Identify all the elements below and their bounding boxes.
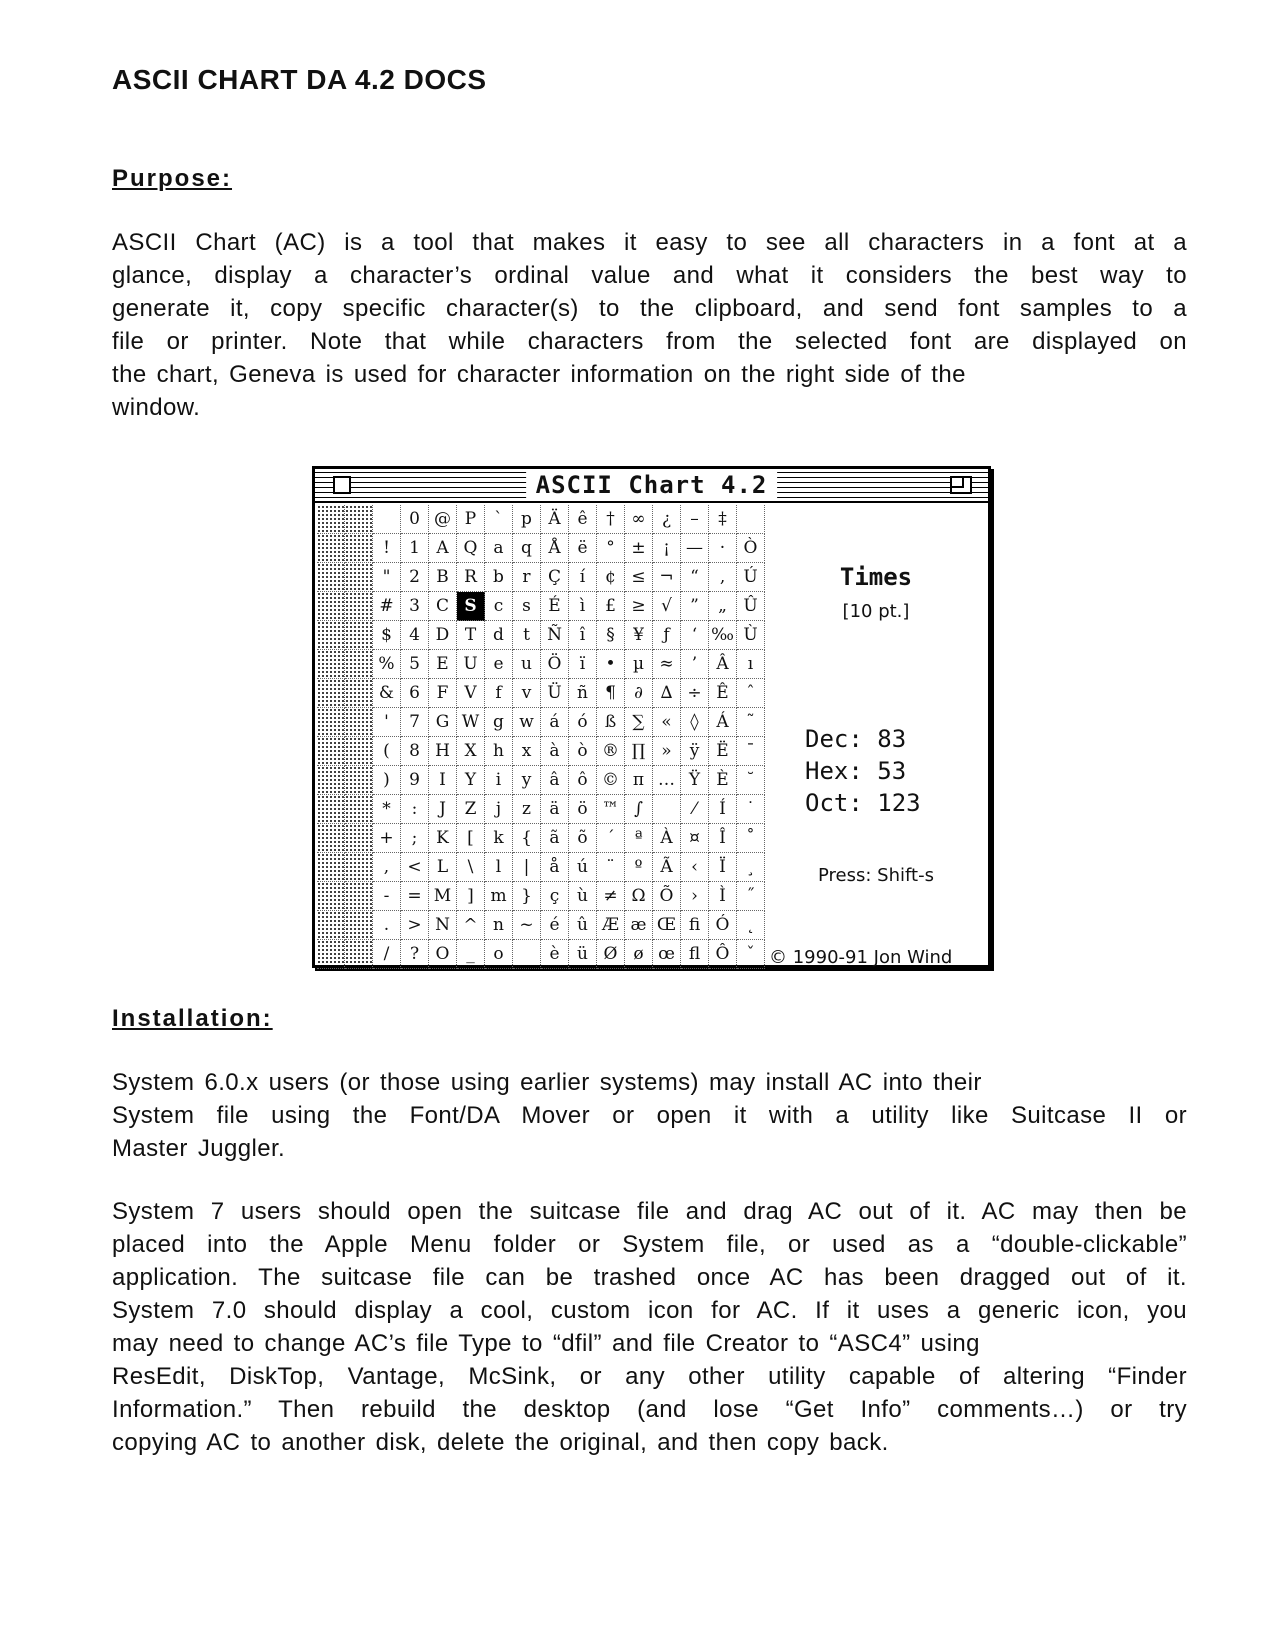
char-cell[interactable]: ± [625, 534, 653, 563]
char-cell[interactable]: Ò [737, 534, 765, 563]
char-cell[interactable] [317, 824, 345, 853]
char-cell[interactable] [345, 853, 373, 882]
char-cell[interactable] [345, 940, 373, 969]
char-cell[interactable]: I [429, 766, 457, 795]
char-cell[interactable] [345, 882, 373, 911]
char-cell[interactable] [345, 563, 373, 592]
char-cell[interactable]: 9 [401, 766, 429, 795]
octal-value: Oct: 123 [805, 789, 921, 817]
char-cell[interactable]: ¥ [625, 621, 653, 650]
char-cell[interactable]: # [373, 592, 401, 621]
install-line: application. The suitcase file can be trashed once AC has been dragged out of it. [112, 1264, 1187, 1291]
char-cell[interactable]: ® [597, 737, 625, 766]
install-line: may need to change AC’s file Type to “dfil” and file Creator to “ASC4” using [112, 1330, 980, 1357]
char-cell[interactable]: a [485, 534, 513, 563]
hex-value: Hex: 53 [805, 757, 907, 785]
char-cell[interactable]: : [401, 795, 429, 824]
char-cell[interactable]: ç [541, 882, 569, 911]
char-cell[interactable]: y [513, 766, 541, 795]
char-cell[interactable]: 2 [401, 563, 429, 592]
char-cell[interactable]: â [541, 766, 569, 795]
char-cell[interactable]: ∞ [625, 505, 653, 534]
char-cell[interactable]: î [569, 621, 597, 650]
char-cell[interactable]: ” [681, 592, 709, 621]
char-cell[interactable]: ú [569, 853, 597, 882]
char-cell[interactable]: û [569, 911, 597, 940]
char-cell[interactable] [317, 940, 345, 969]
char-cell[interactable]: V [457, 679, 485, 708]
char-cell[interactable]: ï [569, 650, 597, 679]
char-cell[interactable]: Í [709, 795, 737, 824]
char-cell[interactable]: n [485, 911, 513, 940]
char-cell[interactable]: T [457, 621, 485, 650]
char-cell[interactable]: ù [569, 882, 597, 911]
char-cell[interactable]: ] [457, 882, 485, 911]
char-cell[interactable]: ∏ [625, 737, 653, 766]
char-cell[interactable]: - [373, 882, 401, 911]
char-cell[interactable]: w [513, 708, 541, 737]
char-cell[interactable]: ﬁ [681, 911, 709, 940]
char-cell[interactable]: ı [737, 650, 765, 679]
char-cell[interactable]: W [457, 708, 485, 737]
char-cell[interactable]: ◊ [681, 708, 709, 737]
installation-paragraph-2 [112, 1195, 1187, 1459]
char-cell[interactable]: 8 [401, 737, 429, 766]
char-cell[interactable]: ﬂ [681, 940, 709, 969]
char-cell[interactable]: œ [653, 940, 681, 969]
char-cell[interactable]: ‰ [709, 621, 737, 650]
char-cell[interactable]: „ [709, 592, 737, 621]
character-info-panel [765, 505, 987, 968]
char-cell[interactable]: S [457, 592, 485, 621]
char-cell[interactable]: … [653, 766, 681, 795]
char-cell[interactable]: ø [625, 940, 653, 969]
char-cell[interactable]: † [597, 505, 625, 534]
char-cell[interactable]: P [457, 505, 485, 534]
char-cell[interactable]: µ [625, 650, 653, 679]
char-cell[interactable]: x [513, 737, 541, 766]
char-cell[interactable] [345, 534, 373, 563]
purpose-line: the chart, Geneva is used for character information on the right side of the [112, 361, 966, 388]
char-cell[interactable] [317, 621, 345, 650]
char-cell[interactable] [317, 766, 345, 795]
decimal-value: Dec: 83 [805, 725, 907, 753]
install-line: Information.” Then rebuild the desktop (and lose “Get Info” comments…) or try [112, 1396, 1187, 1423]
char-cell[interactable]: ¸ [737, 853, 765, 882]
char-cell[interactable]: ™ [597, 795, 625, 824]
char-cell[interactable]: © [597, 766, 625, 795]
char-cell[interactable]: ë [569, 534, 597, 563]
char-cell[interactable]: § [597, 621, 625, 650]
char-cell[interactable]: Ó [709, 911, 737, 940]
char-cell[interactable]: Q [457, 534, 485, 563]
char-cell[interactable]: \ [457, 853, 485, 882]
char-cell[interactable]: ∫ [625, 795, 653, 824]
char-cell[interactable]: ƒ [653, 621, 681, 650]
char-cell[interactable]: º [625, 853, 653, 882]
char-cell[interactable]: Ì [709, 882, 737, 911]
char-cell[interactable]: ; [401, 824, 429, 853]
char-cell[interactable]: ˜ [737, 708, 765, 737]
char-cell[interactable]: ¨ [597, 853, 625, 882]
char-cell[interactable]: ∑ [625, 708, 653, 737]
char-cell[interactable]: ˇ [737, 940, 765, 969]
char-cell[interactable]: ¢ [597, 563, 625, 592]
char-cell[interactable]: E [429, 650, 457, 679]
char-cell[interactable]: A [429, 534, 457, 563]
char-cell[interactable]: . [373, 911, 401, 940]
char-cell[interactable]: N [429, 911, 457, 940]
char-cell[interactable]: j [485, 795, 513, 824]
char-cell[interactable]: ö [569, 795, 597, 824]
char-cell[interactable]: ¡ [653, 534, 681, 563]
char-cell[interactable]: Ã [653, 853, 681, 882]
char-cell[interactable]: b [485, 563, 513, 592]
char-cell[interactable]: * [373, 795, 401, 824]
char-cell[interactable]: Ï [709, 853, 737, 882]
char-cell[interactable]: Ø [597, 940, 625, 969]
char-cell[interactable]: ∆ [653, 679, 681, 708]
char-cell[interactable]: ∂ [625, 679, 653, 708]
char-cell[interactable]: $ [373, 621, 401, 650]
font-size: [10 pt.] [842, 601, 910, 622]
char-cell[interactable]: l [485, 853, 513, 882]
installation-paragraph-1 [112, 1066, 1187, 1165]
char-cell[interactable]: › [681, 882, 709, 911]
char-cell[interactable]: ñ [569, 679, 597, 708]
char-cell[interactable]: ^ [457, 911, 485, 940]
char-cell[interactable]: Ç [541, 563, 569, 592]
char-cell[interactable]: ˙ [737, 795, 765, 824]
char-cell[interactable]: i [485, 766, 513, 795]
char-cell[interactable]: C [429, 592, 457, 621]
char-cell[interactable]: J [429, 795, 457, 824]
char-cell[interactable]: " [373, 563, 401, 592]
char-cell[interactable]: { [513, 824, 541, 853]
char-cell[interactable]: • [597, 650, 625, 679]
char-cell[interactable]: Ú [737, 563, 765, 592]
install-line: Master Juggler. [112, 1135, 286, 1162]
char-cell[interactable]: 5 [401, 650, 429, 679]
char-cell[interactable]: õ [569, 824, 597, 853]
char-cell[interactable]: æ [625, 911, 653, 940]
char-cell[interactable]: ÿ [681, 737, 709, 766]
char-cell[interactable]: ¤ [681, 824, 709, 853]
char-cell[interactable]: Æ [597, 911, 625, 940]
char-cell[interactable]: “ [681, 563, 709, 592]
char-cell[interactable]: K [429, 824, 457, 853]
char-cell[interactable]: Î [709, 824, 737, 853]
char-cell[interactable]: ≤ [625, 563, 653, 592]
char-cell[interactable]: f [485, 679, 513, 708]
char-cell[interactable] [345, 621, 373, 650]
char-cell[interactable]: Ô [709, 940, 737, 969]
char-cell[interactable]: ó [569, 708, 597, 737]
char-cell[interactable]: ì [569, 592, 597, 621]
char-cell[interactable]: ~ [513, 911, 541, 940]
char-cell[interactable]: U [457, 650, 485, 679]
char-cell[interactable]: k [485, 824, 513, 853]
char-cell[interactable]: – [681, 505, 709, 534]
install-line: System 7 users should open the suitcase file and drag AC out of it. AC may then be [112, 1198, 1187, 1225]
char-cell[interactable] [345, 708, 373, 737]
char-cell[interactable]: ≥ [625, 592, 653, 621]
installation-heading: Installation: [112, 1005, 273, 1032]
char-cell[interactable] [317, 708, 345, 737]
char-cell[interactable] [737, 505, 765, 534]
char-cell[interactable] [345, 679, 373, 708]
install-line: System file using the Font/DA Mover or open it with a utility like Suitcase II or [112, 1102, 1187, 1129]
char-cell[interactable]: [ [457, 824, 485, 853]
char-cell[interactable]: ’ [681, 650, 709, 679]
char-cell[interactable]: , [373, 853, 401, 882]
char-cell[interactable]: _ [457, 940, 485, 969]
char-cell[interactable]: à [541, 737, 569, 766]
char-cell[interactable]: % [373, 650, 401, 679]
char-cell[interactable]: ã [541, 824, 569, 853]
char-cell[interactable]: » [653, 737, 681, 766]
char-cell[interactable]: £ [597, 592, 625, 621]
char-cell[interactable]: ¯ [737, 737, 765, 766]
char-cell[interactable]: ‘ [681, 621, 709, 650]
char-cell[interactable]: e [485, 650, 513, 679]
char-cell[interactable]: ! [373, 534, 401, 563]
char-cell[interactable]: ≈ [653, 650, 681, 679]
window-titlebar[interactable] [315, 469, 988, 503]
char-cell[interactable]: & [373, 679, 401, 708]
char-cell[interactable]: > [401, 911, 429, 940]
char-cell[interactable]: 7 [401, 708, 429, 737]
char-cell[interactable]: ˘ [737, 766, 765, 795]
char-cell[interactable]: ? [401, 940, 429, 969]
char-cell[interactable]: ß [597, 708, 625, 737]
char-cell[interactable]: Ë [709, 737, 737, 766]
char-cell[interactable] [317, 911, 345, 940]
char-cell[interactable]: ¬ [653, 563, 681, 592]
install-line: copying AC to another disk, delete the original, and then copy back. [112, 1429, 889, 1456]
char-cell[interactable]: È [709, 766, 737, 795]
char-cell[interactable]: Ω [625, 882, 653, 911]
window-title: ASCII Chart 4.2 [526, 471, 778, 499]
char-cell[interactable]: d [485, 621, 513, 650]
char-cell[interactable]: Ä [541, 505, 569, 534]
char-cell[interactable] [317, 534, 345, 563]
char-cell[interactable] [345, 795, 373, 824]
install-line: placed into the Apple Menu folder or System file, or used as a “double-clickable” [112, 1231, 1187, 1258]
char-cell[interactable]: Ö [541, 650, 569, 679]
char-cell[interactable]: « [653, 708, 681, 737]
char-cell[interactable]: t [513, 621, 541, 650]
char-cell[interactable]: Œ [653, 911, 681, 940]
char-cell[interactable]: u [513, 650, 541, 679]
char-cell[interactable]: ˚ [737, 824, 765, 853]
char-cell[interactable]: é [541, 911, 569, 940]
close-box-icon[interactable] [333, 476, 351, 494]
char-cell[interactable]: ü [569, 940, 597, 969]
char-cell[interactable] [345, 505, 373, 534]
char-cell[interactable]: 6 [401, 679, 429, 708]
char-cell[interactable]: s [513, 592, 541, 621]
char-cell[interactable] [317, 882, 345, 911]
char-cell[interactable] [317, 679, 345, 708]
copyright-notice: © 1990-91 Jon Wind [769, 947, 953, 968]
char-cell[interactable]: ä [541, 795, 569, 824]
char-cell[interactable]: L [429, 853, 457, 882]
purpose-paragraph [112, 226, 1187, 424]
purpose-line: glance, display a character’s ordinal value and what it considers the best way to [112, 262, 1187, 289]
char-cell[interactable]: Û [737, 592, 765, 621]
char-cell[interactable]: É [541, 592, 569, 621]
zoom-box-icon[interactable] [950, 476, 972, 494]
char-cell[interactable]: Ê [709, 679, 737, 708]
char-cell[interactable]: ` [485, 505, 513, 534]
char-cell[interactable]: @ [429, 505, 457, 534]
document-title: ASCII CHART DA 4.2 DOCS [112, 64, 487, 95]
char-cell[interactable]: ÷ [681, 679, 709, 708]
purpose-heading: Purpose: [112, 165, 233, 192]
char-cell[interactable] [345, 824, 373, 853]
char-cell[interactable]: ˆ [737, 679, 765, 708]
char-cell[interactable]: Ü [541, 679, 569, 708]
char-cell[interactable]: O [429, 940, 457, 969]
char-cell[interactable]: ô [569, 766, 597, 795]
char-cell[interactable]: } [513, 882, 541, 911]
char-cell[interactable]: — [681, 534, 709, 563]
char-cell[interactable] [317, 853, 345, 882]
char-cell[interactable]: í [569, 563, 597, 592]
char-cell[interactable] [345, 766, 373, 795]
char-cell[interactable]: p [513, 505, 541, 534]
char-cell[interactable]: B [429, 563, 457, 592]
char-cell[interactable]: ê [569, 505, 597, 534]
char-cell[interactable]: 3 [401, 592, 429, 621]
char-cell[interactable]: ¿ [653, 505, 681, 534]
char-cell[interactable] [317, 563, 345, 592]
char-cell[interactable]: M [429, 882, 457, 911]
char-cell[interactable]: r [513, 563, 541, 592]
char-cell[interactable]: ‹ [681, 853, 709, 882]
char-cell[interactable] [513, 940, 541, 969]
char-cell[interactable] [653, 795, 681, 824]
purpose-line: ASCII Chart (AC) is a tool that makes it easy to see all characters in a font at a [112, 229, 1187, 256]
char-cell[interactable]: m [485, 882, 513, 911]
char-cell[interactable]: · [709, 534, 737, 563]
char-cell[interactable]: Ù [737, 621, 765, 650]
char-cell[interactable]: ' [373, 708, 401, 737]
char-cell[interactable]: g [485, 708, 513, 737]
char-cell[interactable]: q [513, 534, 541, 563]
char-cell[interactable]: D [429, 621, 457, 650]
char-cell[interactable] [373, 505, 401, 534]
char-cell[interactable]: | [513, 853, 541, 882]
char-cell[interactable]: ‡ [709, 505, 737, 534]
char-cell[interactable]: 1 [401, 534, 429, 563]
char-cell[interactable]: Â [709, 650, 737, 679]
install-line: ResEdit, DiskTop, Vantage, McSink, or any other utility capable of altering “Finder [112, 1363, 1187, 1390]
char-cell[interactable]: G [429, 708, 457, 737]
char-cell[interactable]: H [429, 737, 457, 766]
char-cell[interactable]: v [513, 679, 541, 708]
char-cell[interactable]: R [457, 563, 485, 592]
char-cell[interactable] [317, 505, 345, 534]
char-cell[interactable]: ° [597, 534, 625, 563]
char-cell[interactable] [345, 650, 373, 679]
install-line: System 6.0.x users (or those using earlier systems) may install AC into their [112, 1069, 982, 1096]
char-cell[interactable]: ⁄ [681, 795, 709, 824]
char-cell[interactable]: Y [457, 766, 485, 795]
character-grid[interactable] [317, 505, 765, 969]
char-cell[interactable]: ´ [597, 824, 625, 853]
char-cell[interactable] [317, 795, 345, 824]
char-cell[interactable]: À [653, 824, 681, 853]
char-cell[interactable]: 0 [401, 505, 429, 534]
char-cell[interactable]: Ñ [541, 621, 569, 650]
purpose-line: window. [112, 394, 201, 421]
char-cell[interactable]: < [401, 853, 429, 882]
char-cell[interactable] [345, 911, 373, 940]
char-cell[interactable]: å [541, 853, 569, 882]
char-cell[interactable]: á [541, 708, 569, 737]
char-cell[interactable]: ‚ [709, 563, 737, 592]
char-cell[interactable]: è [541, 940, 569, 969]
char-cell[interactable]: ª [625, 824, 653, 853]
purpose-line: generate it, copy specific character(s) to the clipboard, and send font samples to a [112, 295, 1187, 322]
keystroke-hint: Press: Shift-s [818, 865, 934, 886]
char-cell[interactable]: o [485, 940, 513, 969]
ascii-chart-window [312, 466, 991, 968]
char-cell[interactable]: ( [373, 737, 401, 766]
char-cell[interactable] [317, 592, 345, 621]
char-cell[interactable] [317, 737, 345, 766]
purpose-line: file or printer. Note that while characters from the selected font are displayed on [112, 328, 1187, 355]
char-cell[interactable]: √ [653, 592, 681, 621]
char-cell[interactable]: Õ [653, 882, 681, 911]
char-cell[interactable] [317, 650, 345, 679]
char-cell[interactable]: c [485, 592, 513, 621]
char-cell[interactable]: ˝ [737, 882, 765, 911]
char-cell[interactable]: F [429, 679, 457, 708]
char-cell[interactable] [345, 737, 373, 766]
char-cell[interactable]: X [457, 737, 485, 766]
char-cell[interactable]: Á [709, 708, 737, 737]
char-cell[interactable]: ¶ [597, 679, 625, 708]
char-cell[interactable]: ˛ [737, 911, 765, 940]
char-cell[interactable]: z [513, 795, 541, 824]
char-cell[interactable]: Å [541, 534, 569, 563]
char-cell[interactable]: = [401, 882, 429, 911]
font-name: Times [839, 563, 913, 591]
char-cell[interactable]: ò [569, 737, 597, 766]
char-cell[interactable]: ) [373, 766, 401, 795]
char-cell[interactable]: h [485, 737, 513, 766]
char-cell[interactable]: ≠ [597, 882, 625, 911]
char-cell[interactable]: π [625, 766, 653, 795]
char-cell[interactable] [345, 592, 373, 621]
char-cell[interactable]: 4 [401, 621, 429, 650]
char-cell[interactable]: Ÿ [681, 766, 709, 795]
char-cell[interactable]: / [373, 940, 401, 969]
char-cell[interactable]: + [373, 824, 401, 853]
install-line: System 7.0 should display a cool, custom icon for AC. If it uses a generic icon, you [112, 1297, 1187, 1324]
char-cell[interactable]: Z [457, 795, 485, 824]
